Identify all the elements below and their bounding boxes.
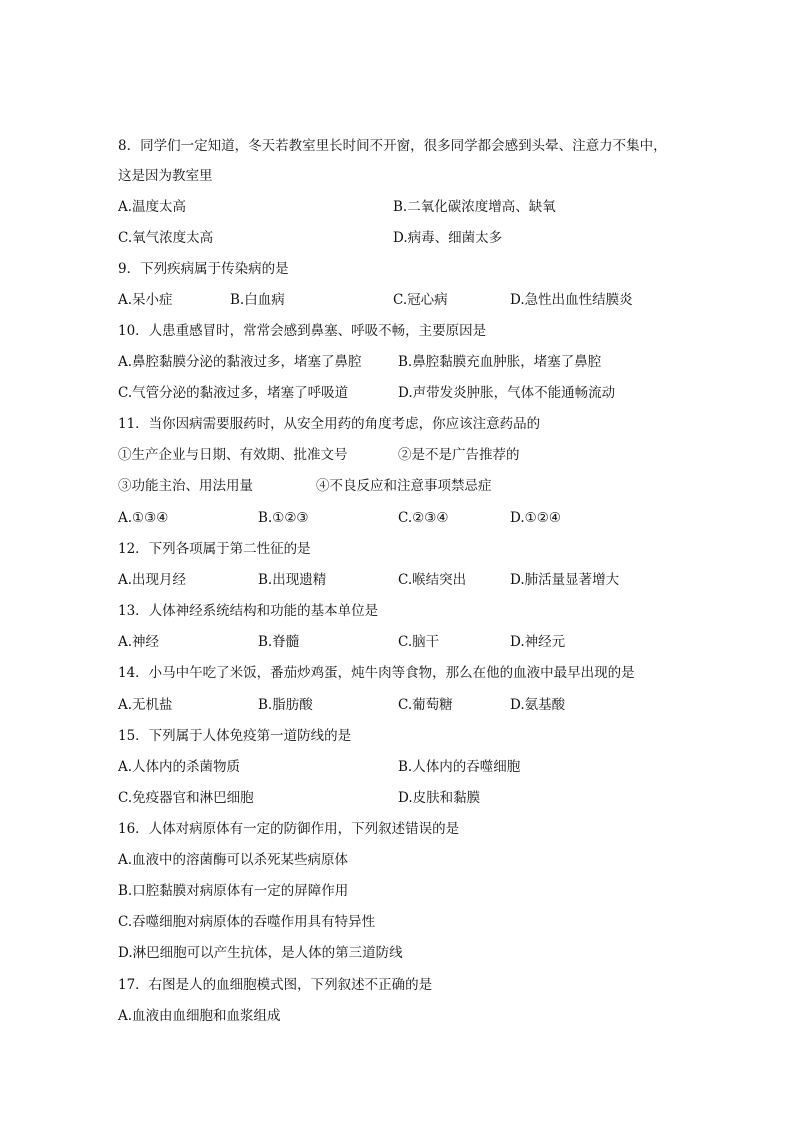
question-11-item-2: ②是不是广告推荐的	[398, 447, 520, 463]
question-11-option-c: C.②③④	[398, 510, 449, 526]
question-11-item-1: ①生产企业与日期、有效期、批准文号	[118, 447, 348, 463]
question-9-option-b: B.白血病	[230, 292, 285, 308]
question-12-option-b: B.出现遗精	[258, 572, 327, 588]
question-16-option-d: D.淋巴细胞可以产生抗体，是人体的第三道防线	[118, 945, 403, 961]
question-8-stem-line-2: 这是因为教室里	[118, 168, 213, 184]
question-11-option-d: D.①②④	[510, 510, 561, 526]
question-15-option-b: B.人体内的吞噬细胞	[398, 759, 521, 775]
question-12-option-d: D.肺活量显著增大	[510, 572, 620, 588]
question-12-option-c: C.喉结突出	[398, 572, 467, 588]
question-13-option-a: A.神经	[118, 634, 160, 650]
question-10-option-c: C.气管分泌的黏液过多，堵塞了呼吸道	[118, 385, 349, 401]
question-16-option-c: C.吞噬细胞对病原体的吞噬作用具有特异性	[118, 914, 376, 930]
question-12-stem: 12．下列各项属于第二性征的是	[118, 541, 311, 557]
question-9-option-d: D.急性出血性结膜炎	[510, 292, 633, 308]
question-8-stem-line-1: 8．同学们一定知道，冬天若教室里长时间不开窗，很多同学都会感到头晕、注意力不集中，	[118, 138, 667, 154]
question-11-item-3: ③功能主治、用法用量	[118, 478, 253, 494]
question-16-option-b: B.口腔黏膜对病原体有一定的屏障作用	[118, 883, 349, 899]
question-16-option-a: A.血液中的溶菌酶可以杀死某些病原体	[118, 852, 349, 868]
question-14-option-c: C.葡萄糖	[398, 697, 453, 713]
question-10-stem: 10．人患重感冒时，常常会感到鼻塞、呼吸不畅，主要原因是	[118, 323, 487, 339]
question-12-option-a: A.出现月经	[118, 572, 187, 588]
question-11-item-4: ④不良反应和注意事项禁忌症	[316, 478, 492, 494]
question-13-option-d: D.神经元	[510, 634, 566, 650]
question-8-option-b: B.二氧化碳浓度增高、缺氧	[393, 199, 556, 215]
question-9-stem: 9．下列疾病属于传染病的是	[118, 261, 289, 277]
question-10-option-b: B.鼻腔黏膜充血肿胀，堵塞了鼻腔	[398, 354, 602, 370]
question-15-stem: 15．下列属于人体免疫第一道防线的是	[118, 728, 352, 744]
question-15-option-c: C.免疫器官和淋巴细胞	[118, 790, 254, 806]
question-13-option-b: B.脊髓	[258, 634, 300, 650]
question-17-option-a: A.血液由血细胞和血浆组成	[118, 1008, 281, 1024]
question-10-option-d: D.声带发炎肿胀，气体不能通畅流动	[398, 385, 616, 401]
question-16-stem: 16．人体对病原体有一定的防御作用，下列叙述错误的是	[118, 821, 460, 837]
question-10-option-a: A.鼻腔黏膜分泌的黏液过多，堵塞了鼻腔	[118, 354, 362, 370]
question-8-option-a: A.温度太高	[118, 199, 187, 215]
question-11-stem: 11．当你因病需要服药时，从安全用药的角度考虑，你应该注意药品的	[118, 416, 541, 432]
question-14-option-b: B.脂肪酸	[258, 697, 313, 713]
question-8-option-c: C.氧气浓度太高	[118, 230, 214, 246]
question-9-option-c: C.冠心病	[393, 292, 448, 308]
question-9-option-a: A.呆小症	[118, 292, 173, 308]
question-13-option-c: C.脑干	[398, 634, 440, 650]
question-14-option-a: A.无机盐	[118, 697, 173, 713]
question-14-option-d: D.氨基酸	[510, 697, 566, 713]
question-14-stem: 14．小马中午吃了米饭，番茄炒鸡蛋，炖牛肉等食物，那么在他的血液中最早出现的是	[118, 665, 635, 681]
question-11-option-a: A.①③④	[118, 510, 169, 526]
question-15-option-d: D.皮肤和黏膜	[398, 790, 481, 806]
question-8-option-d: D.病毒、细菌太多	[393, 230, 503, 246]
question-17-stem: 17．右图是人的血细胞模式图，下列叙述不正确的是	[118, 977, 433, 993]
question-15-option-a: A.人体内的杀菌物质	[118, 759, 241, 775]
question-11-option-b: B.①②③	[258, 510, 309, 526]
question-13-stem: 13．人体神经系统结构和功能的基本单位是	[118, 603, 379, 619]
